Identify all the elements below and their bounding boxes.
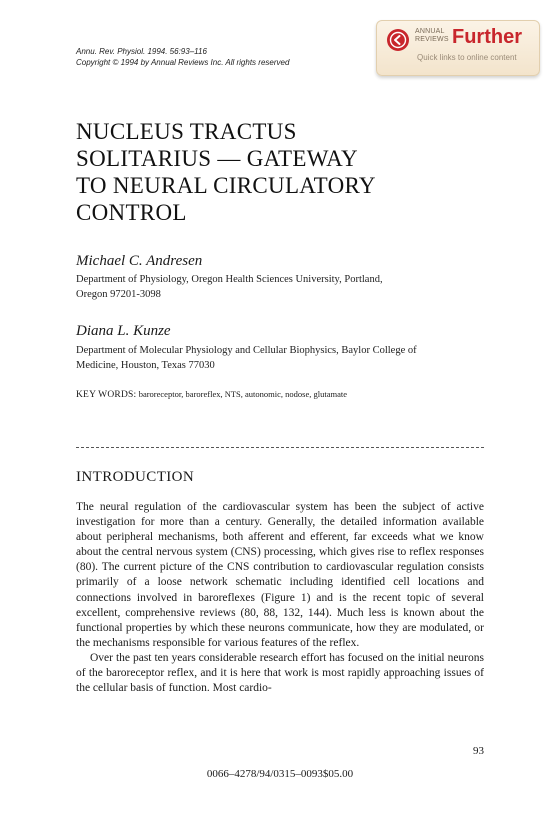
paragraph: The neural regulation of the cardiovascular system has been the subject of active investigation for more than a century. Generally, the detailed information available about peripheral mechanisms, both afferent and efferent, far exceeds what we know about the central nervous system (CNS) processing, which gives rise to reflex responses (80). The current picture of the CNS contribution to cardiovascular regulation consists primarily of a loose network schematic including identified cell locations and connections involved in baroreflexes (Figure 1) and is the recent topic of several excellent, comprehensive reviews (80, 88, 132, 144). Much less is known about the functional properties by which these neurons communicate, how they are modulated, or the mechanisms responsible for various features of the reflex.	[76, 501, 484, 649]
title-line: SOLITARIUS — GATEWAY	[76, 146, 358, 171]
paragraph: Over the past ten years considerable research effort has focused on the initial neurons of the baroreceptor reflex, and it is here that work is most rapidly approaching issues of the cellular basis of function. Most cardio-	[76, 651, 484, 695]
author-name-2: Diana L. Kunze	[76, 323, 171, 339]
further-tagline: Quick links to online content	[417, 53, 517, 62]
affiliation-line: Medicine, Houston, Texas 77030	[76, 360, 215, 371]
title-line: CONTROL	[76, 200, 187, 225]
affiliation-line: Department of Molecular Physiology and Cellular Biophysics, Baylor College of	[76, 345, 417, 356]
page-number: 93	[473, 745, 484, 757]
further-brand	[415, 28, 449, 44]
keywords	[76, 388, 347, 401]
section-heading: INTRODUCTION	[76, 469, 195, 485]
copyright-notice: Copyright © 1994 by Annual Reviews Inc. All rights reserved	[76, 58, 290, 67]
journal-citation: Annu. Rev. Physiol. 1994. 56:93–116	[76, 47, 207, 56]
author-affiliation-2	[76, 343, 417, 373]
body-text	[76, 500, 484, 696]
annual-reviews-logo-icon	[387, 29, 409, 51]
article-title	[76, 118, 496, 226]
further-word: Further	[452, 26, 522, 48]
further-brand-line2: REVIEWS	[415, 36, 449, 43]
title-line: TO NEURAL CIRCULATORY	[76, 173, 376, 198]
citation-block	[76, 46, 289, 68]
affiliation-line: Department of Physiology, Oregon Health Sciences University, Portland,	[76, 274, 383, 285]
further-brand-line1: ANNUAL	[415, 28, 445, 35]
section-divider	[76, 447, 484, 448]
keywords-list: baroreceptor, baroreflex, NTS, autonomic, nodose, glutamate	[138, 389, 348, 399]
title-line: NUCLEUS TRACTUS	[76, 119, 297, 144]
further-badge[interactable]	[376, 20, 540, 76]
keywords-label: KEY WORDS:	[76, 390, 137, 400]
affiliation-line: Oregon 97201-3098	[76, 289, 161, 300]
footer-code: 0066–4278/94/0315–0093$05.00	[206, 768, 354, 780]
author-name-1: Michael C. Andresen	[76, 253, 203, 269]
author-affiliation-1	[76, 272, 383, 302]
